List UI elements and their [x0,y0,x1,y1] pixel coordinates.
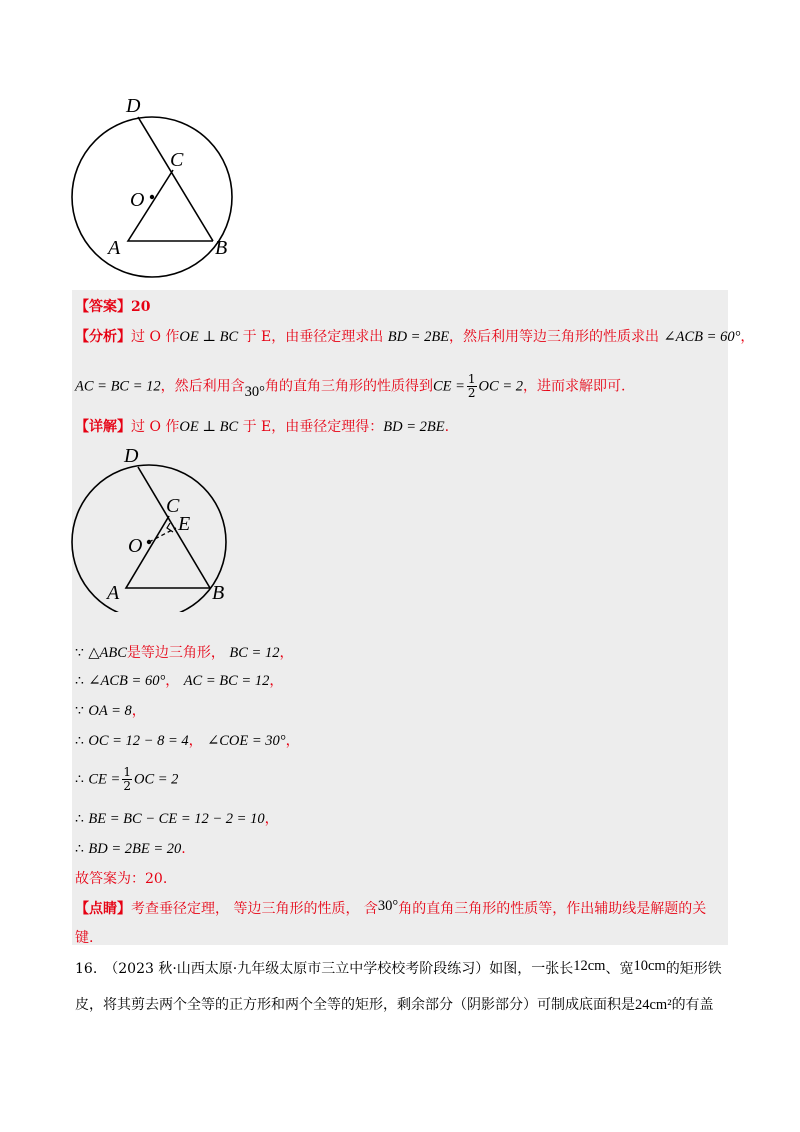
label-a: A [108,237,121,259]
chord-db [138,467,210,588]
chord-db [138,117,213,241]
step-2: ∴ ∠ACB = 60°， AC = BC = 12， [75,673,284,689]
segment-oe [149,528,176,542]
label-d: D [124,445,139,467]
center-point [150,195,154,199]
circle-figure-2 [60,442,250,612]
question-16-line-1: 16. （2023 秋·山西太原·九年级太原市三立中学校校考阶段练习）如图，一张长12cm、宽10cm的矩形铁 [75,958,722,977]
label-c: C [170,149,184,171]
label-d: D [126,95,141,117]
label-e: E [178,513,191,535]
step-1: ∵ △ABC是等边三角形， BC = 12， [75,645,294,661]
analysis-tag: 【分析】 [75,329,131,345]
final-answer: 故答案为：20. [75,871,168,887]
answer-tag: 【答案】 [75,299,131,315]
answer-line [75,298,150,316]
circle-figure-1 [60,90,250,280]
step-7: ∴ BD = 2BE = 20. [75,841,186,857]
label-b: B [215,237,228,259]
answer-value: 20 [131,299,151,315]
analysis-line-1: 【分析】过 O 作OE ⊥ BC 于 E，由垂径定理求出 BD = 2BE，然后利用等边三角形的性质求出 ∠ACB = 60°， [75,329,755,345]
question-16-line-2: 皮，将其剪去两个全等的正方形和两个全等的矩形，剩余部分（阴影部分）可制成底面积是24cm²的有盖 [75,997,714,1013]
label-c: C [166,495,180,517]
comment-tag: 【点睛】 [75,901,131,917]
step-3: ∵ OA = 8， [75,703,146,719]
label-a: A [107,582,120,604]
step-6: ∴ BE = BC − CE = 12 − 2 = 10， [75,811,279,827]
center-point [147,540,151,544]
label-o: O [128,535,143,557]
label-b: B [212,582,225,604]
label-o: O [130,189,145,211]
detail-tag: 【详解】 [75,419,131,435]
step-4: ∴ OC = 12 − 8 = 4， ∠COE = 30°， [75,733,300,749]
analysis-line-2: AC = BC = 12，然后利用含30°角的直角三角形的性质得到CE = $\frac{1}{2}$ OC = 2，进而求解即可. [75,372,626,400]
detail-line: 【详解】过 O 作OE ⊥ BC 于 E，由垂径定理得：BD = 2BE. [75,419,450,435]
comment-line-2: 键. [75,930,94,946]
step-5: ∴ CE = $\frac{1}{2}$ OC = 2 [75,765,179,793]
comment-line-1: 【点睛】考查垂径定理， 等边三角形的性质， 含30°角的直角三角形的性质等，作出辅助线是解题的关 [75,898,707,917]
